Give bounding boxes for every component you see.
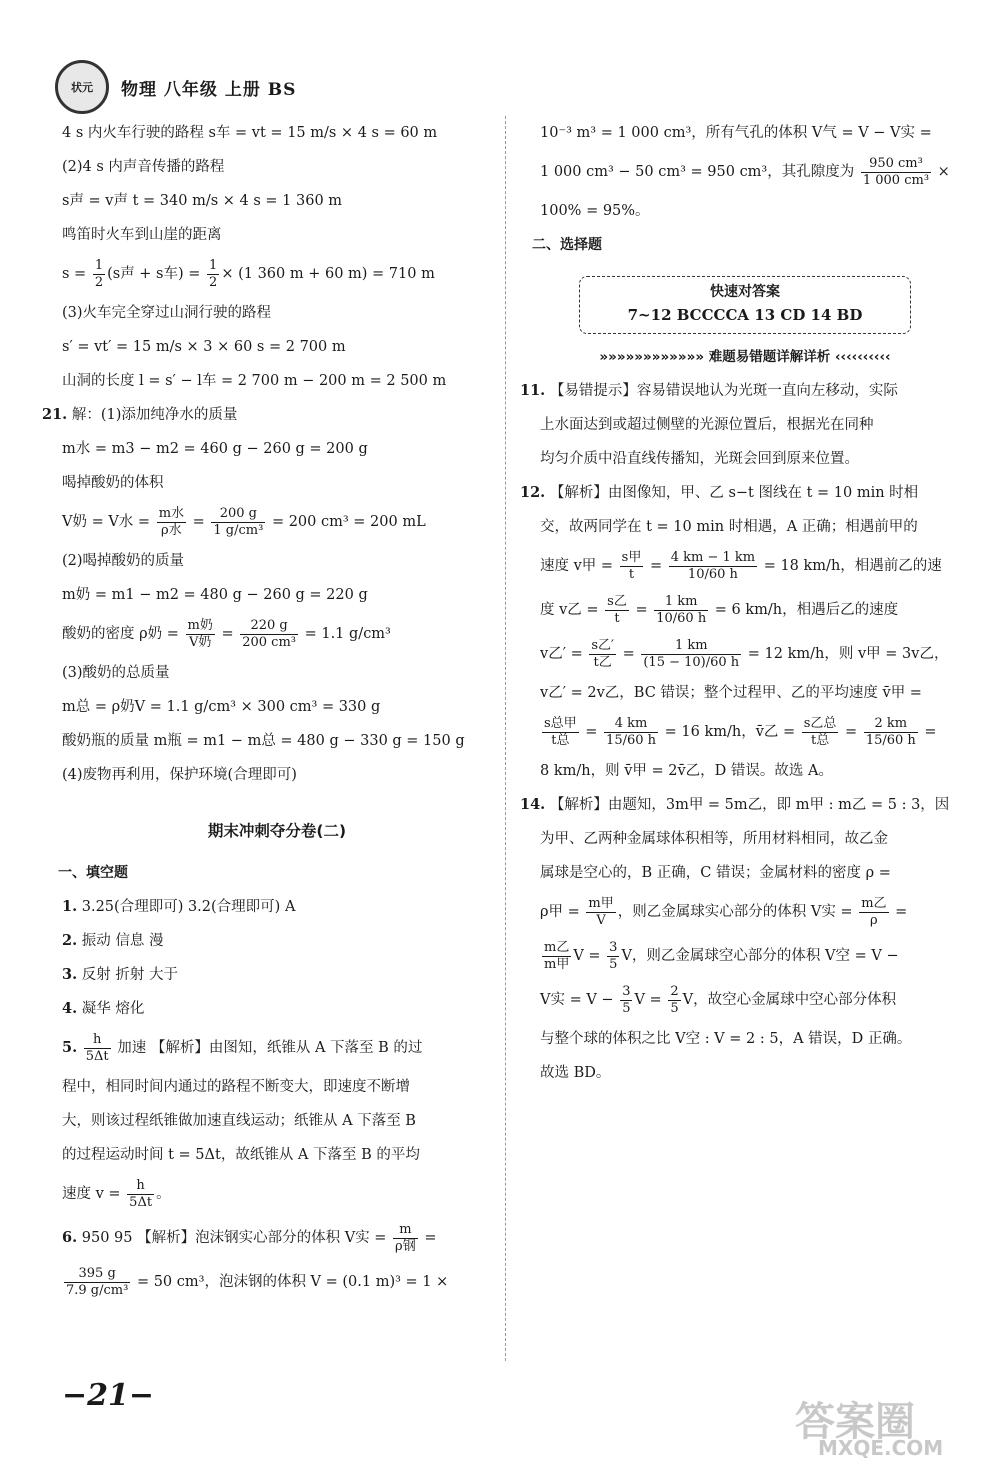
quick-answer-box [579,276,911,334]
text-line: 4 s 内火车行驶的路程 s车 = vt = 15 m/s × 4 s = 60 m [62,125,438,141]
text-line: 喝掉酸奶的体积 [62,475,164,491]
equation-line: 速度 v甲 = $\frac{\text{s甲}}{t}$ = $\frac{4 km - 1 km}{10/60 h}$ = 18 km/h，相遇前乙的速 [540,549,942,582]
question-14: 14. 【解析】由题知，3m甲 = 5m乙，即 m甲 : m乙 = 5 : 3，因 [520,796,950,813]
text-line: 上水面达到或超过侧壁的光源位置后，根据光在同种 [540,417,874,433]
question-12: 12. 【解析】由图像知，甲、乙 s−t 图线在 t = 10 min 时相 [520,484,919,501]
part-heading: 一、填空题 [58,865,128,881]
page-header [55,62,296,112]
left-column [42,116,492,1304]
page-number: −21− [62,1378,155,1413]
header-title: 物理 八年级 上册 BS [121,79,297,100]
text-line: s′ = vt′ = 15 m/s × 3 × 60 s = 2 700 m [62,339,346,355]
text-line: 的过程运动时间 t = 5Δt，故纸锥从 A 下落至 B 的平均 [62,1147,420,1163]
text-line: m奶 = m1 − m2 = 480 g − 260 g = 220 g [62,587,368,603]
text-line: 10⁻³ m³ = 1 000 cm³，所有气孔的体积 V气 = V − V实 = [540,125,932,141]
text-line: 为甲、乙两种金属球体积相等，所用材料相同，故乙金 [540,831,888,847]
equation-line: 速度 v = $\frac{h}{5\Delta t}$ 。 [62,1177,171,1210]
text-line: 酸奶瓶的质量 m瓶 = m1 − m总 = 480 g − 330 g = 150 g [62,733,465,749]
text-line: (2)4 s 内声音传播的路程 [62,159,225,175]
text-line: 大，则该过程纸锥做加速直线运动；纸锥从 A 下落至 B [62,1113,416,1129]
text-line: m水 = m3 − m2 = 460 g − 260 g = 200 g [62,441,368,457]
answer-4: 4. 凝华 熔化 [62,1000,145,1017]
text-line: s声 = v声 t = 340 m/s × 4 s = 1 360 m [62,193,343,209]
text-line: 交，故两同学在 t = 10 min 时相遇，A 正确；相遇前甲的 [540,519,918,535]
equation-line: 1 000 cm³ − 50 cm³ = 950 cm³，其孔隙度为 $\frac{\text{950 cm³}}{\text{1 000 cm³}}$ × [540,155,950,188]
part-heading: 二、选择题 [532,237,602,253]
text-line: (2)喝掉酸奶的质量 [62,553,185,569]
equation-line: $\frac{\text{m乙}}{\text{m甲}}$ V = $\frac{3}{5}$ V，则乙金属球空心部分的体积 V空 = V − [544,939,899,972]
text-line: (3)酸奶的总质量 [62,665,170,681]
column-divider [505,116,506,1361]
question-21: 21. 解：(1)添加纯净水的质量 [42,406,238,423]
text-line: 程中，相同时间内通过的路程不断变大，即速度不断增 [62,1079,410,1095]
fraction: $\frac{1}{2}$ [94,257,104,290]
section-title: 期末冲刺夺分卷(二) [207,822,347,840]
answer-5: 5. $\frac{h}{5\Delta t}$ 加速 【解析】由图知，纸锥从 A 下落至 B 的过 [62,1031,423,1064]
watermark-url: MXQE.COM [818,1436,944,1460]
text-line: 属球是空心的，B 正确，C 错误；金属材料的密度 ρ = [540,865,891,881]
equation-line: $\frac{\text{s总甲}}{\text{t总}}$ = $\frac{4 km}{15/60 h}$ = 16 km/h，v̄乙 = $\frac{\text{s乙总}}{\text{t总}}$ = $\frac{2 km}{15/60 h}$ = [544,715,937,748]
quick-answer-title: 快速对答案 [710,284,780,300]
equation-line: 度 v乙 = $\frac{\text{s乙}}{t}$ = $\frac{1 km}{10/60 h}$ = 6 km/h，相遇后乙的速度 [540,593,899,626]
quick-answer-values: 7~12 BCCCCA 13 CD 14 BD [627,306,863,324]
text-line: 山洞的长度 l = s′ − l车 = 2 700 m − 200 m = 2 500 m [62,373,447,389]
text-line: 8 km/h，则 v̄甲 = 2v̄乙，D 错误。故选 A。 [540,763,833,779]
analysis-heading: »»»»»»»»»»»» 难题易错题详解详析 ‹‹‹‹‹‹‹‹‹‹ [599,349,891,365]
text-line: 与整个球的体积之比 V空 : V = 2 : 5，A 错误，D 正确。 [540,1031,912,1047]
equation-line: 酸奶的密度 ρ奶 = $\frac{\text{m奶}}{\text{V奶}}$ = $\frac{220 g}{\text{200 cm³}}$ = 1.1 g/cm³ [62,617,391,650]
text-line: 故选 BD。 [540,1065,611,1081]
text-line: (4)废物再利用，保护环境(合理即可) [62,767,297,783]
answer-1: 1. 3.25(合理即可) 3.2(合理即可) A [62,898,296,915]
text-line: 均匀介质中沿直线传播知，光斑会回到原来位置。 [540,451,859,467]
question-11: 11. 【易错提示】容易错误地认为光斑一直向左移动，实际 [520,382,898,399]
right-column [520,116,950,1090]
equation-line: s = $\frac{1}{2}$ (s声 + s车) = $\frac{1}{2}$ × (1 360 m + 60 m) = 710 m [62,257,435,290]
fraction: $\frac{1}{2}$ [209,257,218,290]
equation-line: $\frac{395 g}{\text{7.9 g/cm³}}$ = 50 cm³，泡沫钢的体积 V = (0.1 m)³ = 1 × [66,1265,449,1298]
answer-2: 2. 振动 信息 漫 [62,932,164,949]
watermark-logo: 答案圈 [795,1399,915,1445]
text-line: v乙′ = 2v乙，BC 错误；整个过程甲、乙的平均速度 v̄甲 = [540,685,922,701]
equation-line: v乙′ = $\frac{\text{s乙′}}{\text{t乙}}$ = $\frac{1 km}{(15 - 10)/60 h}$ = 12 km/h，则 v甲 = 3v乙， [540,637,949,670]
equation-line: V实 = V − $\frac{3}{5}$ V = $\frac{2}{5}$ V，故空心金属球中空心部分体积 [540,983,897,1016]
publisher-logo: 状元 [55,60,109,114]
answer-6: 6. 950 95 【解析】泡沫钢实心部分的体积 V实 = $\frac{m}{\text{ρ钢}}$ = [62,1221,437,1254]
text-line: m总 = ρ奶V = 1.1 g/cm³ × 300 cm³ = 330 g [62,699,381,715]
equation-line: V奶 = V水 = $\frac{\text{m水}}{\text{ρ水}}$ = $\frac{200 g}{\text{1 g/cm³}}$ = 200 cm³ = 200 mL [62,505,426,538]
answer-3: 3. 反射 折射 大于 [62,966,178,983]
text-line: 100% = 95%。 [540,203,650,219]
text-line: 鸣笛时火车到山崖的距离 [62,227,222,243]
text-line: (3)火车完全穿过山洞行驶的路程 [62,305,272,321]
equation-line: ρ甲 = $\frac{\text{m甲}}{V}$ ，则乙金属球实心部分的体积 V实 = $\frac{\text{m乙}}{\rho}$ = [540,895,908,928]
